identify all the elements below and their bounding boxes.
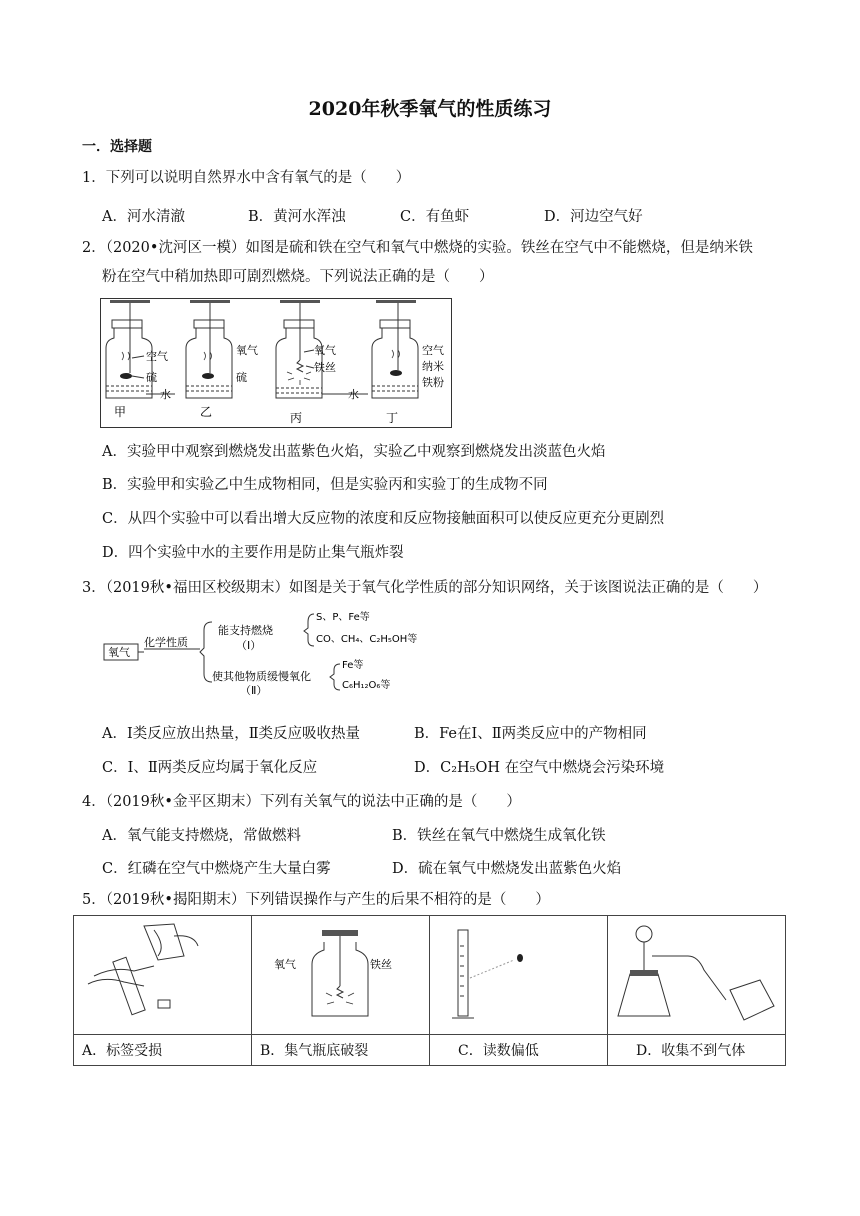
jar-bing xyxy=(276,300,336,425)
question-2 xyxy=(82,234,782,262)
question-2-line2: 粉在空气中稍加热即可剧烈燃烧。下列说法正确的是（ ） xyxy=(102,269,494,285)
question-number: 5． xyxy=(82,892,106,908)
jar-bing-label-oxygen: 氧气 xyxy=(314,344,336,357)
network-type2: 使其他物质缓慢氧化 xyxy=(212,670,311,683)
jar-ding-name: 丁 xyxy=(386,411,399,425)
q3-option-a: A．I类反应放出热量，Ⅱ类反应吸收热量 xyxy=(102,726,361,742)
question-4 xyxy=(82,788,782,816)
q5-picture-a xyxy=(74,916,252,1035)
question-3 xyxy=(82,574,802,602)
q3-knowledge-network xyxy=(100,604,440,696)
q5-option-b: B．集气瓶底破裂 xyxy=(252,1035,430,1066)
jar-yi-label-oxygen: 氧气 xyxy=(236,344,258,357)
network-branch: 化学性质 xyxy=(144,636,188,649)
jar-yi xyxy=(186,300,258,419)
jar-jia xyxy=(106,300,168,419)
q5-picture-b xyxy=(252,916,430,1035)
question-5 xyxy=(82,886,782,914)
q2-option-b: B．实验甲和实验乙中生成物相同，但是实验丙和实验丁的生成物不同 xyxy=(102,477,548,493)
jar-jia-label-sulfur: 硫 xyxy=(146,371,157,384)
q2-option-a: A．实验甲中观察到燃烧发出蓝紫色火焰，实验乙中观察到燃烧发出淡蓝色火焰 xyxy=(102,444,606,460)
q2-option-d: D．四个实验中水的主要作用是防止集气瓶炸裂 xyxy=(102,545,404,561)
network-type1-a: S、P、Fe等 xyxy=(316,612,370,623)
q1-option-b: B．黄河水浑浊 xyxy=(248,209,346,225)
network-root: 氧气 xyxy=(108,646,130,659)
q4-option-c: C．红磷在空气中燃烧产生大量白雾 xyxy=(102,861,331,877)
q5-option-c: C．读数偏低 xyxy=(430,1035,608,1066)
question-stem: （2019秋•揭阳期末）下列错误操作与产生的后果不相符的是（ ） xyxy=(105,892,550,908)
q5-option-d: D．收集不到气体 xyxy=(608,1035,786,1066)
question-number: 2． xyxy=(82,240,106,256)
q3-option-c: C．I、Ⅱ两类反应均属于氧化反应 xyxy=(102,760,318,776)
pouring-liquid-illustration xyxy=(74,916,251,1030)
question-stem: （2019秋•金平区期末）下列有关氧气的说法中正确的是（ ） xyxy=(105,794,521,810)
water-label-2: 水 xyxy=(348,388,359,401)
network-type2-a: Fe等 xyxy=(342,660,364,671)
jar-ding-label-nano: 纳米 xyxy=(422,360,444,373)
jar-jia-name: 甲 xyxy=(114,405,127,419)
jar-yi-label-sulfur: 硫 xyxy=(236,371,247,384)
label-iron-wire: 铁丝 xyxy=(370,958,392,971)
gas-collection-illustration xyxy=(608,916,785,1030)
network-type2-b: C₆H₁₂O₆等 xyxy=(342,680,391,691)
jar-ding xyxy=(372,300,444,425)
network-type2-num: （Ⅱ） xyxy=(240,684,268,696)
q1-option-d: D．河边空气好 xyxy=(544,209,643,225)
q1-option-c: C．有鱼虾 xyxy=(400,209,470,225)
q3-option-b: B．Fe在I、Ⅱ两类反应中的产物相同 xyxy=(414,726,647,742)
iron-wire-burning-illustration xyxy=(252,916,429,1030)
q2-option-c: C．从四个实验中可以看出增大反应物的浓度和反应物接触面积可以使反应更充分更剧烈 xyxy=(102,511,665,527)
question-stem: （2019秋•福田区校级期末）如图是关于氧气化学性质的部分知识网络，关于该图说法正确的是（ ） xyxy=(105,580,768,596)
section-heading: 一．选择题 xyxy=(82,139,152,155)
question-stem-line1: （2020•沈河区一模）如图是硫和铁在空气和氧气中燃烧的实验。铁丝在空气中不能燃烧，但是纳米铁 xyxy=(105,240,753,256)
question-number: 1． xyxy=(82,170,106,186)
network-type1-num: （Ⅰ） xyxy=(236,639,262,652)
graduated-cylinder-illustration xyxy=(430,916,607,1030)
network-type1: 能支持燃烧 xyxy=(218,624,273,637)
q5-option-a: A．标签受损 xyxy=(74,1035,252,1066)
q3-option-d: D．C₂H₅OH 在空气中燃烧会污染环境 xyxy=(414,760,665,776)
q1-option-a: A．河水清澈 xyxy=(102,209,185,225)
question-stem: 下列可以说明自然界水中含有氧气的是（ ） xyxy=(105,170,411,186)
jar-ding-label-air: 空气 xyxy=(422,344,444,357)
q4-option-d: D．硫在氧气中燃烧发出蓝紫色火焰 xyxy=(392,861,622,877)
jar-bing-label-wire: 铁丝 xyxy=(314,361,336,374)
water-label-1: 水 xyxy=(160,388,171,401)
question-1 xyxy=(82,164,782,192)
network-type1-b: CO、CH₄、C₂H₅OH等 xyxy=(316,634,418,645)
q5-options-table xyxy=(73,915,786,1066)
label-oxygen: 氧气 xyxy=(274,958,296,971)
jar-jia-label-air: 空气 xyxy=(146,350,168,363)
q4-option-b: B．铁丝在氧气中燃烧生成氧化铁 xyxy=(392,828,606,844)
jar-yi-name: 乙 xyxy=(200,405,213,419)
q4-option-a: A．氧气能支持燃烧，常做燃料 xyxy=(102,828,301,844)
question-number: 4． xyxy=(82,794,106,810)
jar-bing-name: 丙 xyxy=(290,411,303,425)
page-title: 2020年秋季氧气的性质练习 xyxy=(308,98,552,120)
question-number: 3． xyxy=(82,580,106,596)
jar-ding-label-powder: 铁粉 xyxy=(422,376,444,389)
q2-experiment-figure xyxy=(100,298,452,428)
q5-picture-d xyxy=(608,916,786,1035)
q5-picture-c xyxy=(430,916,608,1035)
